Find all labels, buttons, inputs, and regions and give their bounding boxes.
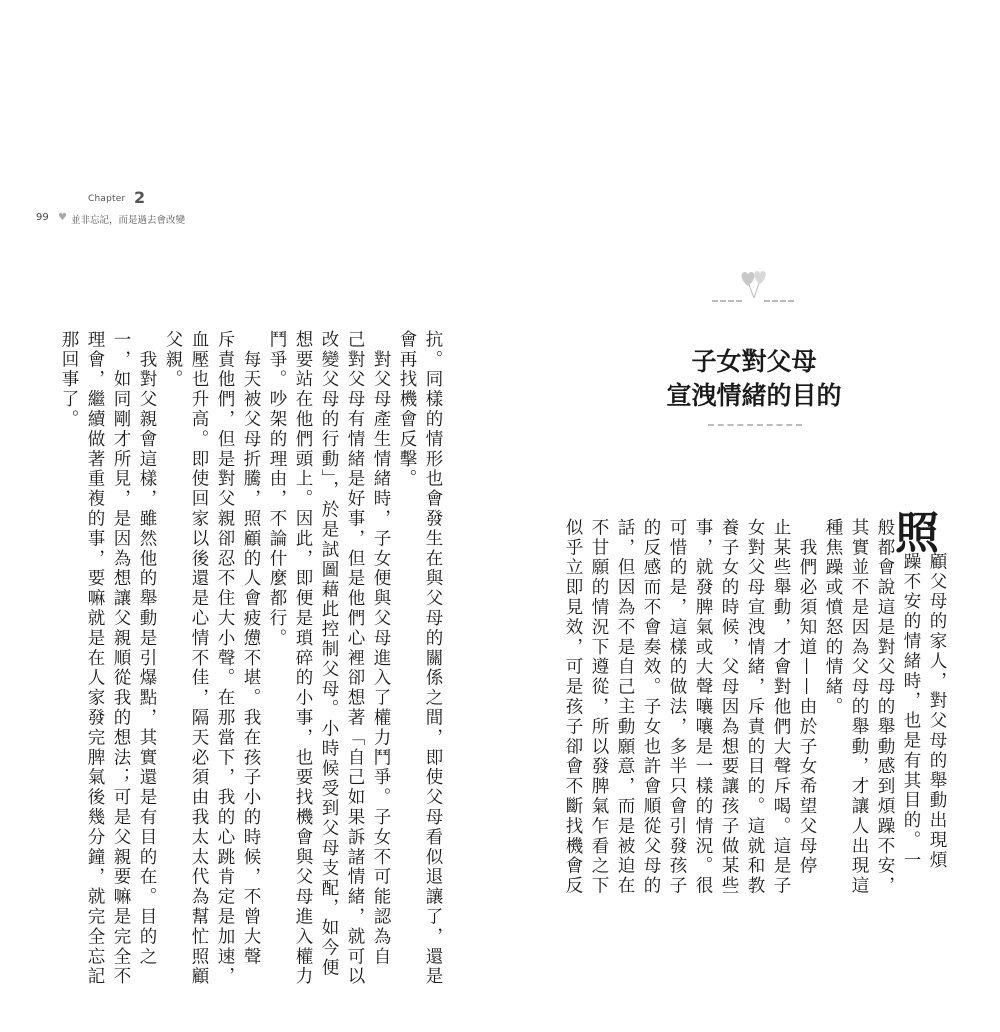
text-column: 那回事了。	[59, 330, 79, 430]
text-column: 我們必須知道——由於子女希望父母停	[797, 518, 817, 877]
text-column: 抗。同樣的情形也會發生在與父母的關係之間，即使父母看似退讓了，還是	[423, 330, 443, 987]
text-column: 其實並不是因為父母的舉動，才讓人出現這	[849, 518, 869, 897]
page-number: 99	[36, 212, 49, 223]
section-heading-line-1: 子女對父母	[691, 347, 817, 376]
text-column: 一，如同剛才所見，是因為想讓父親順從我的想法；可是父親要嘛是完全不	[111, 330, 131, 987]
text-column: 不甘願的情況下遵從，所以發脾氣乍看之下	[589, 518, 609, 897]
text-column: 想要站在他們頭上。因此，即便是瑣碎的小事，也要找機會與父母進入權力	[293, 330, 313, 987]
chapter-number: 2	[134, 188, 146, 207]
text-column: 每天被父母折騰，照顧的人會疲憊不堪。我在孩子小的時候，不曾大聲	[241, 330, 261, 967]
text-column: 的反感而不會奏效。子女也許會順從父母的	[641, 518, 661, 897]
text-column: 種焦躁或憤怒的情緒。	[823, 518, 843, 717]
text-column: 話，但因為不是自己主動願意，而是被迫在	[615, 518, 635, 897]
running-header	[36, 188, 336, 236]
text-column: 斥責他們，但是對父親卻忍不住大小聲。在那當下，我的心跳肯定是加速，	[215, 330, 235, 987]
text-column: 改變父母的行動」，於是試圖藉此控制父母。小時候受到父母支配，如今便	[319, 330, 339, 978]
text-column: 可惜的是，這樣的做法，多半只會引發孩子	[667, 518, 687, 897]
hearts-icon	[726, 268, 782, 304]
text-column: 女對父母宣洩情緒，斥責的目的。這就和教	[745, 518, 765, 897]
text-column: 養子女的時候，父母因為想要讓孩子做某些	[719, 518, 739, 897]
divider-top	[712, 300, 742, 302]
text-column: 血壓也升高。即使回家以後還是心情不佳，隔天必須由我太太代為幫忙照顧	[189, 330, 209, 987]
text-column: 似乎立即見效，可是孩子卻會不斷找機會反	[563, 518, 583, 897]
text-column: 般都會說這是對父母的舉動感到煩躁不安，	[875, 518, 895, 897]
text-column: 顧父母的家人，對父母的舉動出現煩	[927, 552, 947, 871]
text-column: 我對父親會這樣，雖然他的舉動是引爆點，其實還是有目的在。目的之	[137, 330, 157, 967]
text-column: 躁不安的情緒時，也是有其目的。一	[901, 552, 921, 871]
section-heading-line-2: 宣洩情緒的目的	[666, 381, 842, 410]
text-column: 理會，繼續做著重複的事，要嘛就是在人家發完脾氣後幾分鐘，就完全忘記	[85, 330, 105, 987]
text-column: 己對父母有情緒是好事，但是他們心裡卻想著「自己如果訴諸情緒，就可以	[345, 330, 365, 987]
running-title: 並非忘記，而是過去會改變	[71, 215, 186, 226]
text-column: 事，就發脾氣或大聲嚷嚷是一樣的情況。很	[693, 518, 713, 897]
text-column: 父親。	[163, 330, 183, 390]
text-column: 對父母產生情緒時，子女便與父母進入了權力鬥爭。子女不可能認為自	[371, 330, 391, 967]
chapter-label: Chapter	[88, 194, 126, 204]
text-column: 止某些舉動，才會對他們大聲斥喝。這是子	[771, 518, 791, 897]
text-column: 鬥爭。吵架的理由，不論什麼都行。	[267, 330, 287, 649]
divider-bottom	[708, 424, 802, 426]
heart-icon: ♥	[58, 212, 67, 223]
divider-top-right	[764, 300, 794, 302]
text-column: 會再找機會反擊。	[397, 330, 417, 490]
drop-cap: 照	[895, 508, 939, 559]
